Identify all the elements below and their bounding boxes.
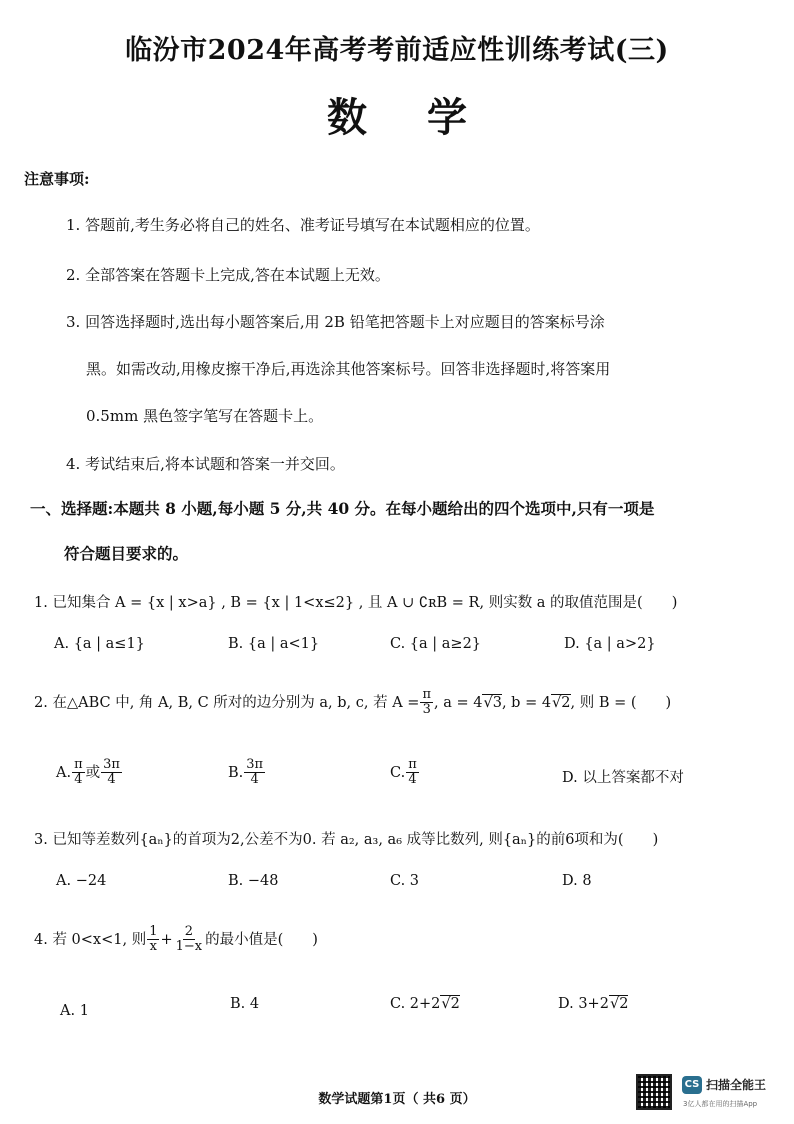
- note-item-3-cont-1: 黑。如需改动,用橡皮擦干净后,再选涂其他答案标号。回答非选择题时,将答案用: [86, 360, 611, 378]
- question-2-option-a: A. $\frac{\pi}{4}$ 或 $\frac{3\pi}{4}$: [56, 757, 120, 788]
- question-1-option-d: D. {a | a>2}: [564, 636, 656, 652]
- question-1-stem: 1. 已知集合 A = {x | x>a} , B = {x | 1<x≤2} , 且 A ∪ ∁ʀB = R, 则实数 a 的取值范围是( ): [34, 595, 678, 611]
- note-item-2: 2. 全部答案在答题卡上完成,答在本试题上无效。: [66, 266, 390, 284]
- subject-title: 数学: [327, 94, 527, 141]
- question-4-option-a: A. 1: [60, 1003, 89, 1019]
- page-footer: 数学试题第1页（ 共6 页）: [318, 1092, 476, 1107]
- camscanner-name: 扫描全能王: [706, 1078, 767, 1092]
- question-4-stem: 4. 若 0<x<1, 则 $\frac{1}{x}$ + $\frac{2}{1-x}$ 的最小值是( ): [34, 924, 318, 955]
- question-4-option-c: C. 2+2√2: [390, 996, 460, 1012]
- sqrt-3: √3: [483, 694, 502, 711]
- note-item-1: 1. 答题前,考生务必将自己的姓名、准考证号填写在本试题相应的位置。: [66, 216, 540, 234]
- camscanner-tagline: 3亿人都在用的扫描App: [683, 1100, 758, 1108]
- exam-title: 临汾市2024年高考考前适应性训练考试(三): [125, 35, 669, 66]
- section-1-heading-cont: 符合题目要求的。: [64, 544, 189, 563]
- question-3-option-b: B. −48: [228, 873, 279, 889]
- sqrt-2: √2: [552, 694, 571, 711]
- question-2-option-c: C. $\frac{\pi}{4}$: [390, 757, 417, 788]
- question-3-option-c: C. 3: [390, 873, 420, 889]
- question-2-option-b: B. $\frac{3\pi}{4}$: [228, 757, 264, 788]
- fraction-pi-over-3: $\frac{\pi}{3}$: [422, 687, 431, 718]
- question-2-option-d: D. 以上答案都不对: [562, 770, 684, 786]
- question-4-option-d: D. 3+2√2: [558, 996, 629, 1012]
- notes-heading: 注意事项:: [24, 170, 90, 188]
- section-1-heading: 一、选择题:本题共 8 小题,每小题 5 分,共 40 分。在每小题给出的四个选项中,只有一项是: [30, 499, 655, 518]
- question-2-stem: 2. 在△ABC 中, 角 A, B, C 所对的边分别为 a, b, c, 若 A = $\frac{\pi}{3}$ , a = 4√3, b = 4√2, 则 B = ( ): [34, 687, 672, 718]
- qr-code-icon: [636, 1074, 672, 1110]
- note-item-3: 3. 回答选择题时,选出每小题答案后,用 2B 铅笔把答题卡上对应题目的答案标号涂: [66, 313, 605, 331]
- question-4-option-b: B. 4: [230, 996, 260, 1012]
- question-1-option-a: A. {a | a≤1}: [54, 636, 145, 652]
- question-3-option-d: D. 8: [562, 873, 592, 889]
- question-3-stem: 3. 已知等差数列{aₙ}的首项为2,公差不为0. 若 a₂, a₃, a₆ 成等比数列, 则{aₙ}的前6项和为( ): [34, 832, 659, 848]
- note-item-3-cont-2: 0.5mm 黑色签字笔写在答题卡上。: [86, 407, 324, 425]
- camscanner-logo-icon: CS: [682, 1076, 702, 1094]
- note-item-4: 4. 考试结束后,将本试题和答案一并交回。: [66, 455, 345, 473]
- question-1-option-c: C. {a | a≥2}: [390, 636, 482, 652]
- question-3-option-a: A. −24: [56, 873, 107, 889]
- question-1-option-b: B. {a | a<1}: [228, 636, 320, 652]
